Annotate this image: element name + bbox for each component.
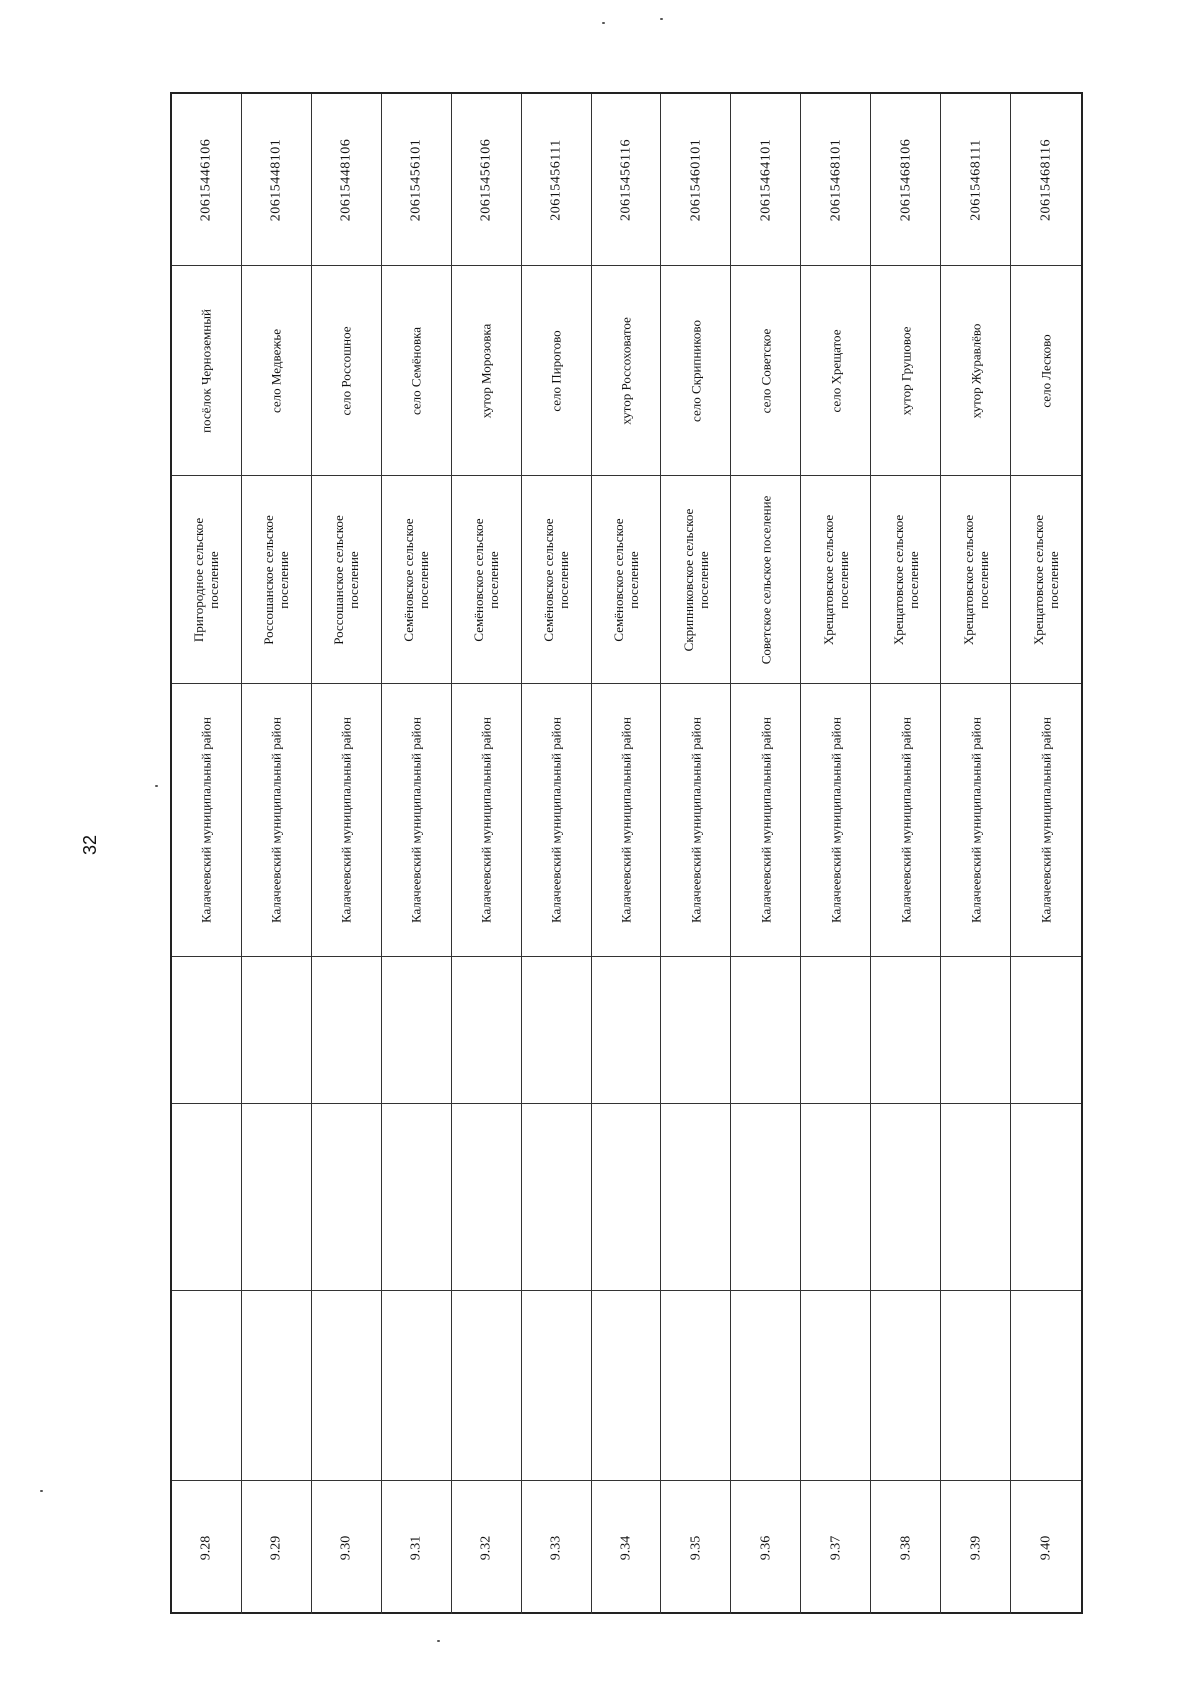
settlement-name: Хрещатовское сельское поселение bbox=[960, 514, 991, 645]
row-number: 9.29 bbox=[268, 1535, 284, 1560]
table-cell-empty bbox=[312, 957, 382, 1104]
district-name: Калачеевский муниципальный район bbox=[478, 717, 494, 923]
table-cell-code bbox=[522, 94, 592, 266]
settlement-name: Семёновское сельское поселение bbox=[471, 517, 502, 642]
table-cell-empty bbox=[661, 957, 731, 1104]
table-cell-empty bbox=[312, 1291, 382, 1481]
table-cell-settlement bbox=[452, 476, 522, 684]
settlement-name: Хрещатовское сельское поселение bbox=[820, 514, 851, 645]
table-cell-district bbox=[871, 684, 941, 957]
table-cell-locality bbox=[871, 266, 941, 476]
table-cell-number bbox=[312, 1481, 382, 1614]
scan-speck bbox=[660, 18, 663, 20]
district-name: Калачеевский муниципальный район bbox=[198, 717, 214, 923]
table-cell-empty bbox=[871, 1104, 941, 1291]
settlement-name: Россошанское сельское поселение bbox=[261, 514, 292, 645]
table-cell-code bbox=[452, 94, 522, 266]
table-cell-empty bbox=[452, 1291, 522, 1481]
table-cell-district bbox=[592, 684, 662, 957]
oktmo-code: 20615468116 bbox=[1038, 138, 1054, 221]
table-cell-empty bbox=[452, 957, 522, 1104]
oktmo-code: 20615456106 bbox=[478, 138, 494, 221]
district-name: Калачеевский муниципальный район bbox=[548, 717, 564, 923]
table-cell-district bbox=[522, 684, 592, 957]
table-cell-locality bbox=[242, 266, 312, 476]
table-cell-empty bbox=[731, 957, 801, 1104]
table-cell-locality bbox=[941, 266, 1011, 476]
table-cell-empty bbox=[731, 1291, 801, 1481]
table-cell-settlement bbox=[871, 476, 941, 684]
table-cell-code bbox=[941, 94, 1011, 266]
row-number: 9.35 bbox=[688, 1535, 704, 1560]
locality-name: село Хрещатое bbox=[828, 329, 844, 412]
table-cell-empty bbox=[661, 1104, 731, 1291]
table-cell-empty bbox=[452, 1104, 522, 1291]
table-cell-settlement bbox=[801, 476, 871, 684]
table-cell-empty bbox=[661, 1291, 731, 1481]
district-name: Калачеевский муниципальный район bbox=[1038, 717, 1054, 923]
table-cell-number bbox=[941, 1481, 1011, 1614]
table-cell-empty bbox=[592, 1291, 662, 1481]
row-number: 9.30 bbox=[338, 1535, 354, 1560]
locality-table bbox=[170, 92, 1083, 1614]
table-cell-number bbox=[871, 1481, 941, 1614]
table-cell-settlement bbox=[522, 476, 592, 684]
table-cell-empty bbox=[382, 1104, 452, 1291]
table-cell-empty bbox=[522, 957, 592, 1104]
district-name: Калачеевский муниципальный район bbox=[688, 717, 704, 923]
table-cell-locality bbox=[522, 266, 592, 476]
oktmo-code: 20615456116 bbox=[618, 138, 634, 221]
table-cell-empty bbox=[242, 1104, 312, 1291]
table-cell-settlement bbox=[312, 476, 382, 684]
locality-name: село Россошное bbox=[338, 325, 354, 416]
row-number: 9.31 bbox=[408, 1535, 424, 1560]
locality-name: посёлок Черноземный bbox=[198, 308, 214, 433]
settlement-name: Пригородное сельское поселение bbox=[191, 517, 222, 642]
page-number: 32 bbox=[80, 834, 100, 856]
table-cell-settlement bbox=[731, 476, 801, 684]
scan-speck bbox=[437, 1640, 440, 1642]
district-name: Калачеевский муниципальный район bbox=[758, 717, 774, 923]
table-cell-empty bbox=[941, 1291, 1011, 1481]
district-name: Калачеевский муниципальный район bbox=[968, 717, 984, 923]
table-cell-code bbox=[801, 94, 871, 266]
settlement-name: Семёновское сельское поселение bbox=[610, 517, 641, 642]
table-cell-number bbox=[1011, 1481, 1081, 1614]
locality-name: хутор Грушовое bbox=[898, 326, 914, 415]
table-cell-empty bbox=[941, 1104, 1011, 1291]
oktmo-code: 20615464101 bbox=[758, 138, 774, 221]
table-cell-empty bbox=[592, 1104, 662, 1291]
table-cell-settlement bbox=[382, 476, 452, 684]
locality-name: село Пирогово bbox=[548, 329, 564, 412]
table-cell-empty bbox=[172, 1291, 242, 1481]
table-cell-empty bbox=[242, 1291, 312, 1481]
locality-name: хутор Журавлёво bbox=[968, 323, 984, 418]
oktmo-code: 20615468111 bbox=[968, 138, 984, 221]
oktmo-code: 20615456101 bbox=[408, 138, 424, 221]
row-number: 9.39 bbox=[968, 1535, 984, 1560]
oktmo-code: 20615456111 bbox=[548, 138, 564, 221]
table-cell-empty bbox=[731, 1104, 801, 1291]
table-cell-number bbox=[731, 1481, 801, 1614]
table-cell-code bbox=[661, 94, 731, 266]
table-cell-number bbox=[661, 1481, 731, 1614]
table-cell-empty bbox=[592, 957, 662, 1104]
table-cell-number bbox=[172, 1481, 242, 1614]
table-cell-locality bbox=[172, 266, 242, 476]
row-number: 9.37 bbox=[828, 1535, 844, 1560]
table-cell-empty bbox=[382, 1291, 452, 1481]
table-cell-district bbox=[661, 684, 731, 957]
table-cell-empty bbox=[1011, 1104, 1081, 1291]
oktmo-code: 20615468101 bbox=[828, 138, 844, 221]
table-cell-district bbox=[452, 684, 522, 957]
table-cell-number bbox=[522, 1481, 592, 1614]
district-name: Калачеевский муниципальный район bbox=[268, 717, 284, 923]
row-number: 9.38 bbox=[898, 1535, 914, 1560]
settlement-name: Россошанское сельское поселение bbox=[331, 514, 362, 645]
table-cell-code bbox=[242, 94, 312, 266]
table-cell-code bbox=[592, 94, 662, 266]
locality-name: село Медвежье bbox=[268, 328, 284, 413]
table-cell-locality bbox=[382, 266, 452, 476]
table-cell-code bbox=[312, 94, 382, 266]
table-cell-code bbox=[172, 94, 242, 266]
table-cell-empty bbox=[172, 1104, 242, 1291]
table-cell-district bbox=[172, 684, 242, 957]
table-cell-empty bbox=[382, 957, 452, 1104]
table-cell-settlement bbox=[941, 476, 1011, 684]
table-cell-empty bbox=[522, 1104, 592, 1291]
table-cell-number bbox=[452, 1481, 522, 1614]
table-cell-locality bbox=[312, 266, 382, 476]
table-cell-empty bbox=[801, 1291, 871, 1481]
district-name: Калачеевский муниципальный район bbox=[338, 717, 354, 923]
oktmo-code: 20615448106 bbox=[338, 138, 354, 221]
row-number: 9.28 bbox=[198, 1535, 214, 1560]
row-number: 9.34 bbox=[618, 1535, 634, 1560]
district-name: Калачеевский муниципальный район bbox=[828, 717, 844, 923]
row-number: 9.32 bbox=[478, 1535, 494, 1560]
locality-name: хутор Россоховатое bbox=[618, 316, 634, 425]
row-number: 9.33 bbox=[548, 1535, 564, 1560]
table-cell-empty bbox=[1011, 957, 1081, 1104]
table-cell-settlement bbox=[242, 476, 312, 684]
district-name: Калачеевский муниципальный район bbox=[408, 717, 424, 923]
locality-name: хутор Морозовка bbox=[478, 323, 494, 418]
table-cell-code bbox=[871, 94, 941, 266]
table-cell-settlement bbox=[172, 476, 242, 684]
table-cell-district bbox=[312, 684, 382, 957]
table-cell-empty bbox=[172, 957, 242, 1104]
scan-speck bbox=[155, 785, 158, 787]
table-cell-district bbox=[801, 684, 871, 957]
row-number: 9.40 bbox=[1038, 1535, 1054, 1560]
table-cell-empty bbox=[801, 1104, 871, 1291]
settlement-name: Скрипниковское сельское поселение bbox=[680, 508, 711, 651]
oktmo-code: 20615448101 bbox=[268, 138, 284, 221]
table-cell-empty bbox=[522, 1291, 592, 1481]
settlement-name: Семёновское сельское поселение bbox=[541, 517, 572, 642]
oktmo-code: 20615468106 bbox=[898, 138, 914, 221]
locality-name: село Советское bbox=[758, 328, 774, 413]
table-cell-empty bbox=[242, 957, 312, 1104]
table-cell-number bbox=[801, 1481, 871, 1614]
scan-speck bbox=[40, 1490, 43, 1492]
table-cell-number bbox=[592, 1481, 662, 1614]
row-number: 9.36 bbox=[758, 1535, 774, 1560]
table-cell-empty bbox=[1011, 1291, 1081, 1481]
scan-speck bbox=[602, 22, 605, 24]
table-cell-locality bbox=[661, 266, 731, 476]
table-cell-district bbox=[1011, 684, 1081, 957]
table-cell-locality bbox=[452, 266, 522, 476]
table-cell-empty bbox=[871, 957, 941, 1104]
settlement-name: Хрещатовское сельское поселение bbox=[890, 514, 921, 645]
table-cell-code bbox=[382, 94, 452, 266]
table-cell-district bbox=[941, 684, 1011, 957]
table-cell-district bbox=[382, 684, 452, 957]
district-name: Калачеевский муниципальный район bbox=[618, 717, 634, 923]
table-cell-settlement bbox=[661, 476, 731, 684]
district-name: Калачеевский муниципальный район bbox=[898, 717, 914, 923]
locality-name: село Лесково bbox=[1038, 333, 1054, 408]
table-cell-district bbox=[242, 684, 312, 957]
oktmo-code: 20615446106 bbox=[198, 138, 214, 221]
table-cell-empty bbox=[801, 957, 871, 1104]
table-cell-district bbox=[731, 684, 801, 957]
settlement-name: Советское сельское поселение bbox=[758, 495, 774, 664]
table-cell-locality bbox=[801, 266, 871, 476]
table-cell-number bbox=[382, 1481, 452, 1614]
table-cell-number bbox=[242, 1481, 312, 1614]
table-cell-settlement bbox=[1011, 476, 1081, 684]
table-cell-code bbox=[731, 94, 801, 266]
table-cell-locality bbox=[731, 266, 801, 476]
table-cell-empty bbox=[312, 1104, 382, 1291]
table-cell-settlement bbox=[592, 476, 662, 684]
table-cell-locality bbox=[1011, 266, 1081, 476]
table-cell-empty bbox=[941, 957, 1011, 1104]
settlement-name: Хрещатовское сельское поселение bbox=[1031, 514, 1062, 645]
oktmo-code: 20615460101 bbox=[688, 138, 704, 221]
locality-name: село Семёновка bbox=[408, 326, 424, 415]
table-cell-locality bbox=[592, 266, 662, 476]
settlement-name: Семёновское сельское поселение bbox=[401, 517, 432, 642]
locality-name: село Скрипниково bbox=[688, 319, 704, 422]
table-cell-code bbox=[1011, 94, 1081, 266]
table-cell-empty bbox=[871, 1291, 941, 1481]
